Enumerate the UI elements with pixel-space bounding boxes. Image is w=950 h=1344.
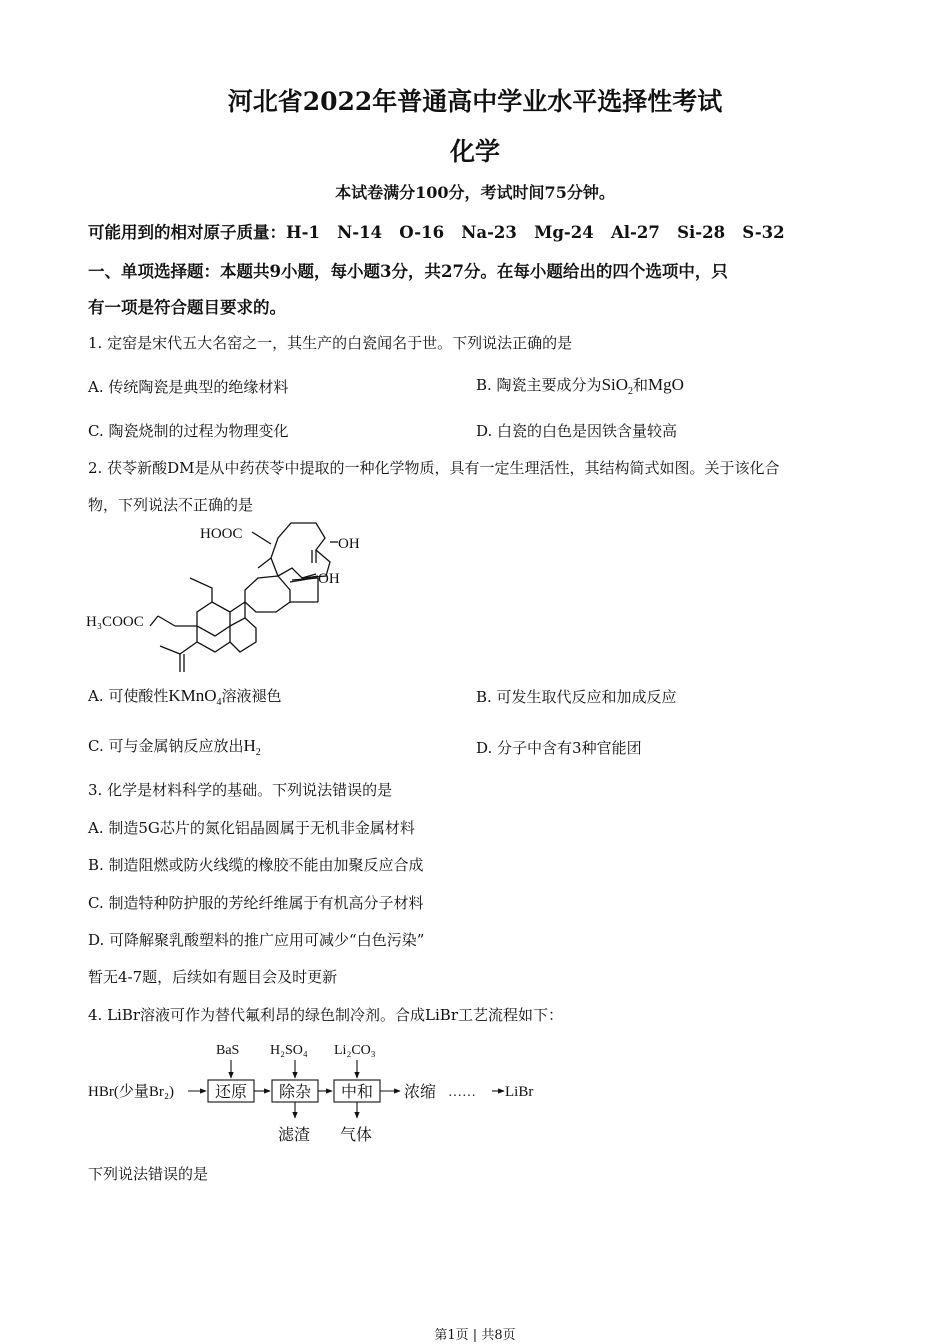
flow-box1-label: 还原 (215, 1084, 248, 1101)
exam-title: 河北省2022年普通高中学业水平选择性考试 (227, 87, 723, 116)
flow-step-concentrate: 浓缩 (404, 1084, 437, 1101)
exam-note: 本试卷满分100分，考试时间75分钟。 (335, 183, 615, 202)
flow-reagent-li2co3: Li₂CO₃ (334, 1043, 376, 1058)
q3-option-c: C. 制造特种防护服的芳纶纤维属于有机高分子材料 (88, 894, 424, 912)
q1-option-c: C. 陶瓷烧制的过程为物理变化 (88, 422, 289, 440)
q3-option-d: D. 可降解聚乳酸塑料的推广应用可减少“白色污染” (88, 931, 425, 949)
q2-option-a-prefix: A. 可使酸性 (88, 687, 169, 705)
subject-title: 化学 (449, 137, 500, 166)
q2-option-d: D. 分子中含有3种官能团 (476, 739, 642, 757)
q1-formula-sio: SiO (601, 375, 629, 394)
flow-box3-label: 中和 (341, 1084, 374, 1101)
q3-stem: 3. 化学是材料科学的基础。下列说法错误的是 (88, 781, 393, 799)
flow-output-residue: 滤渣 (278, 1127, 311, 1144)
q4-follow-text: 下列说法错误的是 (88, 1165, 209, 1183)
q3-option-a: A. 制造5G芯片的氮化铝晶圆属于无机非金属材料 (88, 819, 415, 837)
ester-label: H₃COOC (86, 614, 144, 630)
molecule-bonds (150, 523, 338, 672)
page-footer: 第1页 | 共8页 (434, 1328, 516, 1343)
q1-option-b (476, 374, 684, 397)
q2-formula-kmno4 (168, 686, 222, 708)
q2-formula-kmno: KMnO (168, 686, 217, 705)
flow-box2-label: 除杂 (279, 1084, 312, 1101)
q1-formula-sub2: 2 (628, 386, 634, 397)
q2-option-c-prefix: C. 可与金属钠反应放出 (88, 737, 244, 755)
flow-product: LiBr (505, 1084, 534, 1100)
q2-stem-line2: 物，下列说法不正确的是 (88, 496, 254, 514)
molecule-structure (80, 518, 400, 678)
q1-stem: 1. 定窑是宋代五大名窑之一，其生产的白瓷闻名于世。下列说法正确的是 (88, 334, 573, 352)
q1-formula-sio2 (601, 375, 634, 397)
flow-reagent-h2so4: H₂SO₄ (270, 1043, 308, 1058)
q2-formula-h: H (243, 736, 256, 755)
q2-option-b: B. 可发生取代反应和加成反应 (476, 688, 677, 706)
q2-option-a-suffix: 溶液褪色 (221, 687, 282, 705)
process-flowchart (84, 1038, 544, 1146)
q4-stem: 4. LiBr溶液可作为替代氟利昂的绿色制冷剂。合成LiBr工艺流程如下： (88, 1006, 563, 1024)
q3-option-b: B. 制造阻燃或防火线缆的橡胶不能由加聚反应合成 (88, 856, 424, 874)
q1-option-b-and: 和 (633, 376, 649, 394)
missing-questions-notice: 暂无4-7题，后续如有题目会及时更新 (88, 968, 338, 986)
q1-option-b-prefix: B. 陶瓷主要成分为 (476, 376, 602, 394)
section1-line2: 有一项是符合题目要求的。 (88, 298, 286, 317)
oh-label-top: OH (338, 536, 360, 552)
q2-stem-line1: 2. 茯苓新酸DM是从中药茯苓中提取的一种化学物质，具有一定生理活性，其结构简式如图。关于该化合 (88, 459, 780, 477)
q2-formula-h2 (243, 736, 261, 758)
q2-formula-sub2: 2 (255, 747, 261, 758)
flow-output-gas: 气体 (340, 1127, 373, 1144)
q1-option-d: D. 白瓷的白色是因铁含量较高 (476, 422, 678, 440)
section1-line1: 一、单项选择题：本题共9小题，每小题3分，共27分。在每小题给出的四个选项中，只 (88, 262, 728, 281)
q1-option-a: A. 传统陶瓷是典型的绝缘材料 (88, 378, 289, 396)
flow-start: HBr(少量Br₂) (88, 1084, 175, 1100)
q1-formula-mgo: MgO (648, 375, 684, 394)
q2-option-c (88, 735, 261, 758)
q2-option-a (88, 685, 282, 708)
flow-dots: …… (448, 1085, 476, 1100)
flow-reagent-bas: BaS (216, 1043, 240, 1058)
atomic-masses: 可能用到的相对原子质量：H-1 N-14 O-16 Na-23 Mg-24 Al-27 Si-28 S-32 (88, 223, 785, 242)
oh-label-mid: OH (318, 571, 340, 587)
q2-formula-sub4: 4 (216, 697, 222, 708)
hooc-label: HOOC (200, 526, 243, 542)
